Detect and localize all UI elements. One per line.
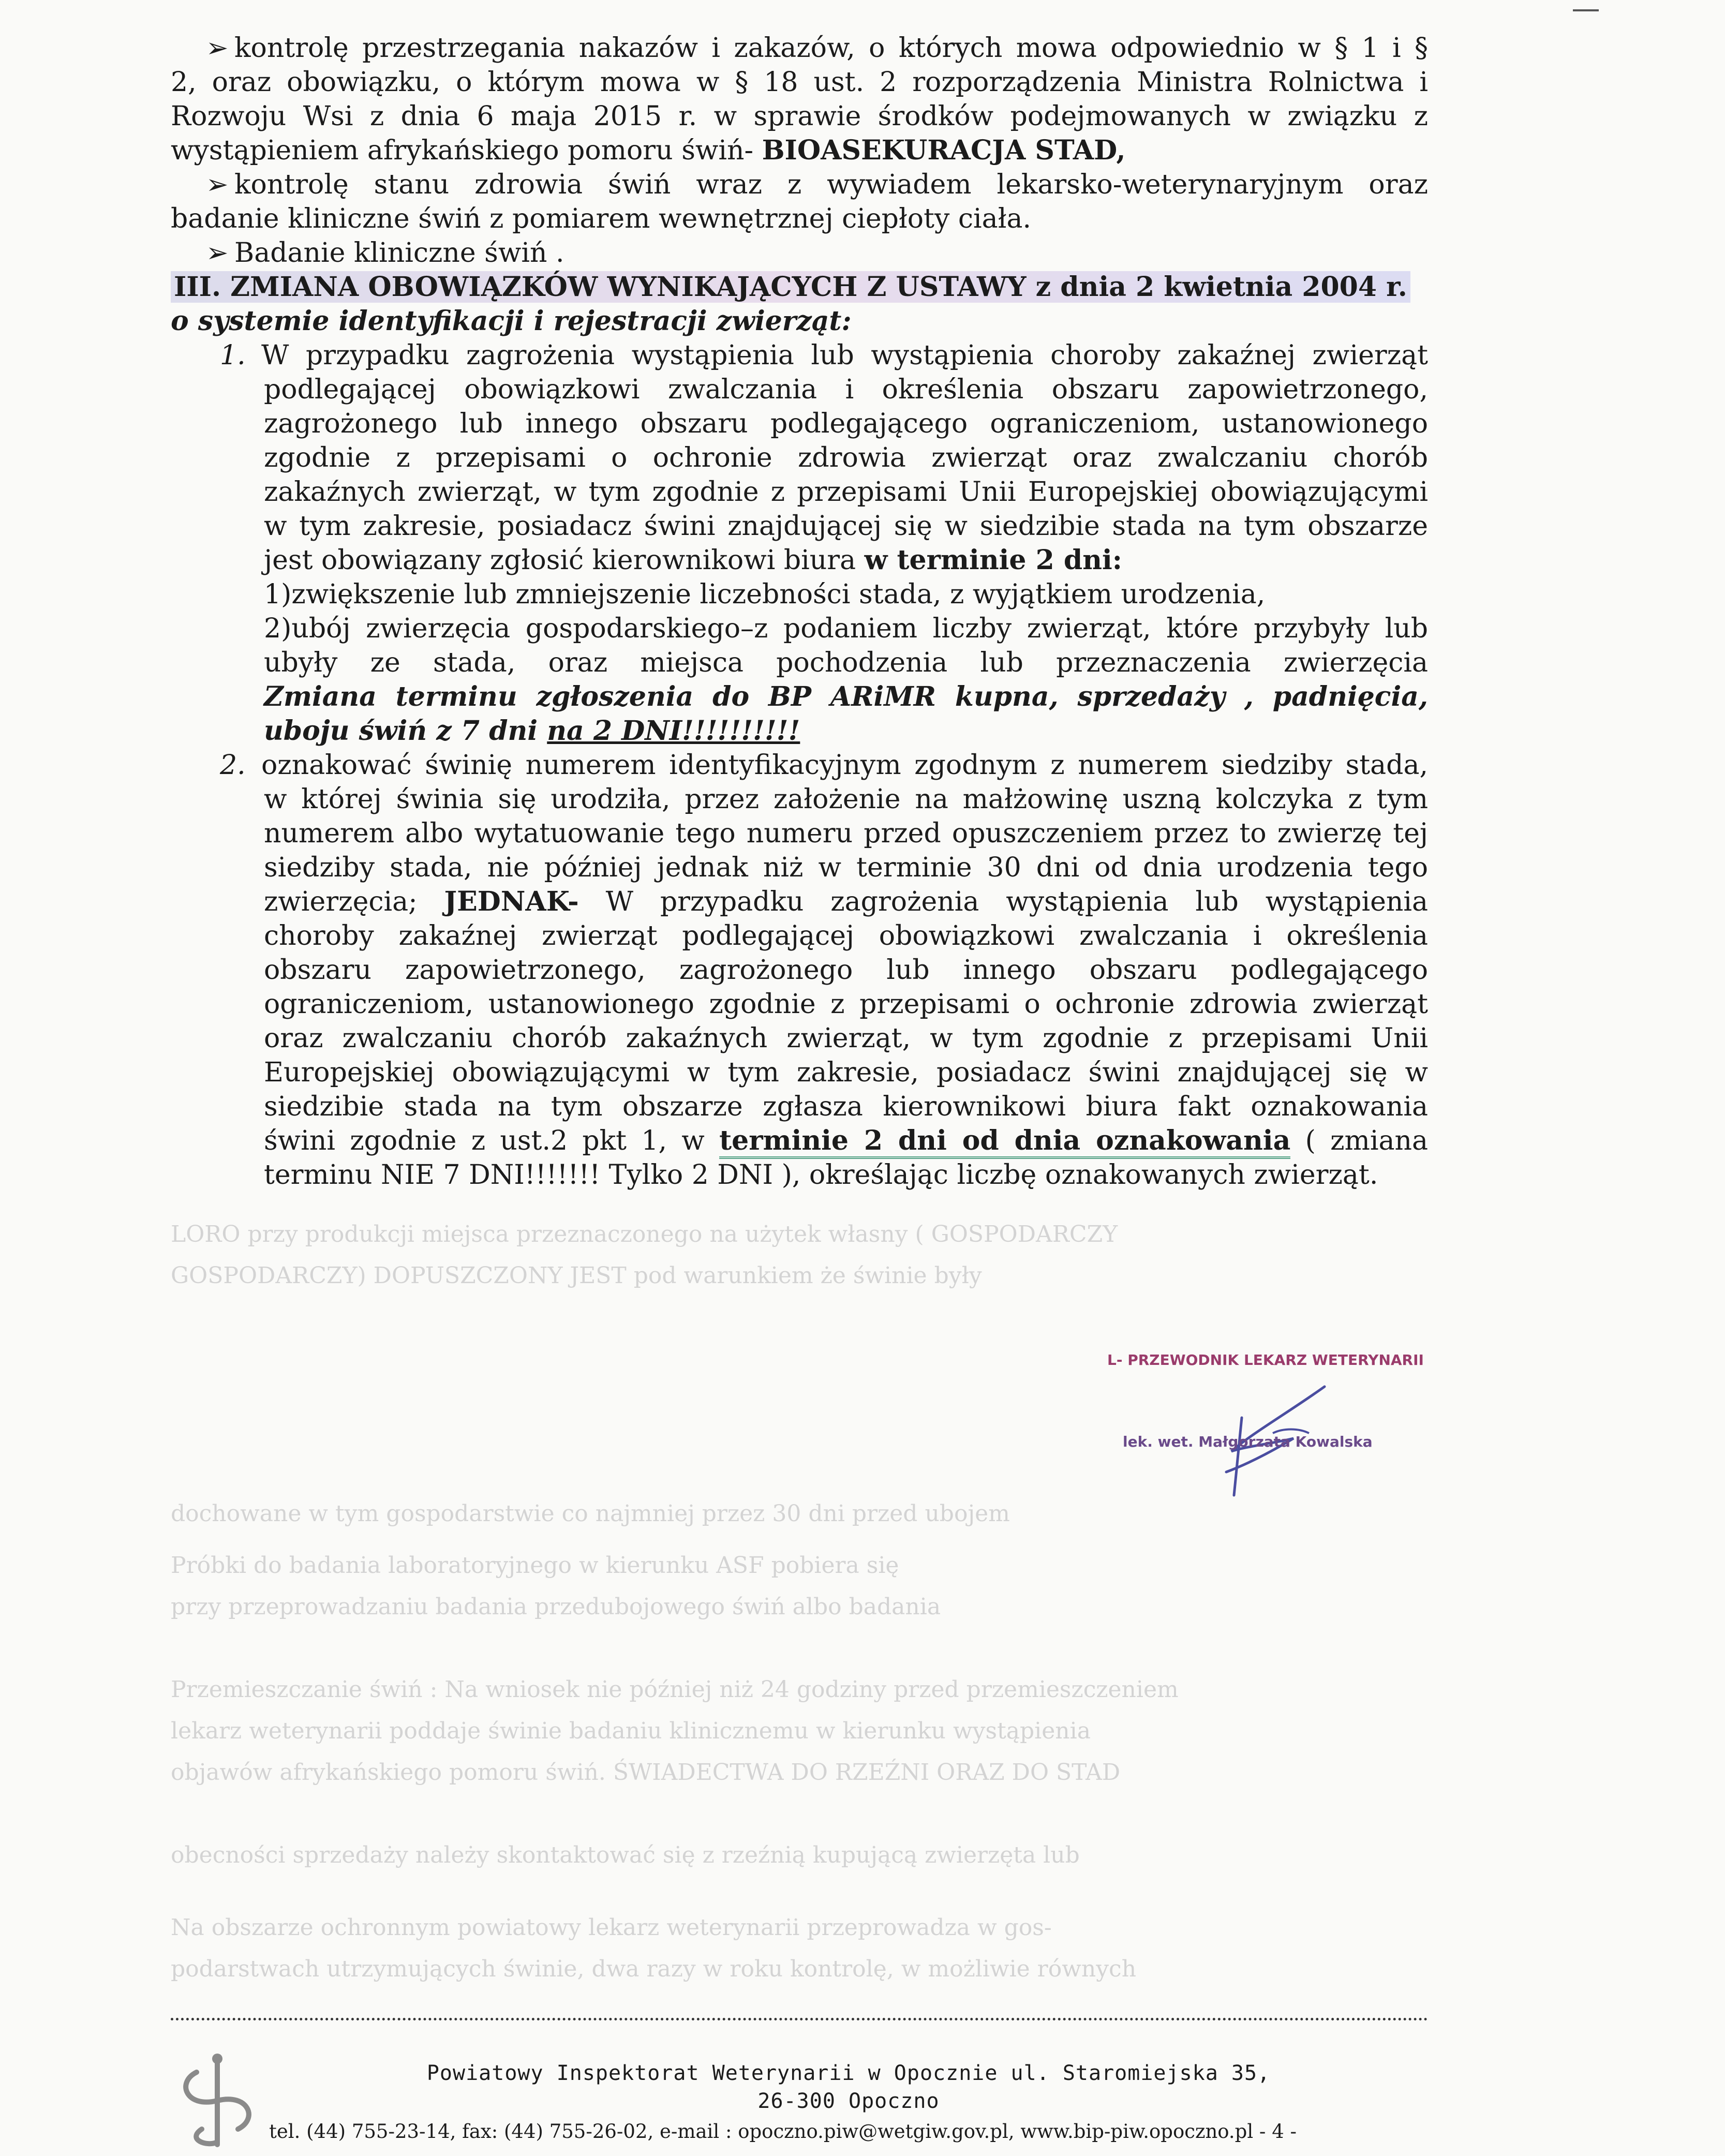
item-2-line-12: świni zgodnie z ust.2 pkt 1, w terminie 2 dni od dnia oznakowania ( zmiana: [171, 1124, 1428, 1158]
section-heading-line-2: o systemie identyfikacji i rejestracji zwierząt:: [171, 305, 852, 337]
item-2-line-13: terminu NIE 7 DNI!!!!!!! Tylko 2 DNI ), określając liczbę oznakowanych zwierząt.: [264, 1159, 1378, 1191]
item-1-emphasis-line-2: uboju świń z 7 dni na 2 DNI!!!!!!!!!!: [264, 715, 800, 747]
item-1-line-4: zgodnie z przepisami o ochronie zdrowia zwierząt oraz zwalczaniu chorób: [264, 442, 1428, 473]
footer: [269, 2059, 1428, 2146]
item-2-line-8: ograniczeniom, ustanowionego zgodnie z przepisami o ochronie zdrowia zwierząt: [264, 989, 1428, 1020]
footer-postal: 26-300 Opoczno: [757, 2089, 940, 2113]
deadline-emphasis: w terminie 2 dni:: [864, 544, 1122, 576]
footer-contact: tel. (44) 755-23-14, fax: (44) 755-26-02, e-mail : opoczno.piw@wetgiw.gov.pl, www.bip-piw.opoczno.pl - 4 -: [269, 2120, 1297, 2143]
item-1-line-7: jest obowiązany zgłosić kierownikowi biura w terminie 2 dni:: [264, 544, 1122, 576]
marking-deadline-emphasis: terminie 2 dni od dnia oznakowania: [719, 1125, 1290, 1159]
item-1-line-2: podlegającej obowiązkowi zwalczania i określenia obszaru zapowietrzonego,: [264, 374, 1428, 405]
bullet-1-line-1: ➢ kontrolę przestrzegania nakazów i zakazów, o których mowa odpowiednio w § 1 i §: [171, 31, 1428, 65]
item-2-line-4: siedziby stada, nie później jednak niż w terminie 30 dni od dnia urodzenia tego: [264, 852, 1428, 883]
stamp-text-top: L- PRZEWODNIK LEKARZ WETERYNARII: [1107, 1351, 1424, 1369]
arrow-bullet-icon: ➢: [206, 237, 229, 269]
item-2-line-6: choroby zakaźnej zwierząt podlegającej obowiązkowi zwalczania i określenia: [264, 920, 1428, 951]
item-2-line-10: Europejskiej obowiązującymi w tym zakresie, posiadacz świni znajdującej się w: [264, 1057, 1428, 1088]
page-edge-mark: [1573, 9, 1599, 11]
item-2-line-11: siedzibie stada na tym obszarze zgłasza kierownikowi biura fakt oznakowania: [264, 1091, 1428, 1122]
bullet-2-line-1: ➢ kontrolę stanu zdrowia świń wraz z wywiadem lekarsko-weterynaryjnym oraz: [171, 168, 1428, 202]
however-emphasis: JEDNAK-: [444, 886, 579, 917]
item-1-line-1: 1. W przypadku zagrożenia wystąpienia lub wystąpienia choroby zakaźnej zwierząt: [171, 338, 1428, 373]
item-2-line-3: numerem albo wytatuowanie tego numeru przed opuszczeniem przez to zwierzę tej: [264, 818, 1428, 849]
item-number: 1.: [220, 340, 246, 371]
arrow-bullet-icon: ➢: [206, 169, 229, 200]
footer-address: Powiatowy Inspektorat Weterynarii w Opocznie ul. Staromiejska 35,: [426, 2061, 1271, 2085]
section-heading: [171, 270, 1428, 338]
bullet-1-line-2: 2, oraz obowiązku, o którym mowa w § 18 ust. 2 rozporządzenia Ministra Rolnictwa i: [171, 67, 1428, 98]
section-heading-line-1: III. ZMIANA OBOWIĄZKÓW WYNIKAJĄCYCH Z USTAWY z dnia 2 kwietnia 2004 r.: [171, 271, 1410, 303]
item-1-line-3: zagrożonego lub innego obszaru podlegającego ograniczeniom, ustanowionego: [264, 408, 1428, 439]
item-1-sub-2-line-2: ubyły ze stada, oraz miejsca pochodzenia lub przeznaczenia zwierzęcia: [264, 647, 1428, 678]
bioasecuration-emphasis: BIOASEKURACJA STAD,: [762, 135, 1126, 166]
item-2: [171, 748, 1428, 1192]
item-2-line-5: zwierzęcia; JEDNAK- W przypadku zagrożenia wystąpienia lub wystąpienia: [264, 886, 1428, 917]
item-1-sub-1: 1)zwiększenie lub zmniejszenie liczebności stada, z wyjątkiem urodzenia,: [264, 579, 1266, 610]
item-1-sub-2-line-1: 2)ubój zwierzęcia gospodarskiego–z podaniem liczby zwierząt, które przybyły lub: [264, 613, 1428, 644]
item-1-emphasis-line-1: Zmiana terminu zgłoszenia do BP ARiMR kupna, sprzedaży , padnięcia,: [264, 681, 1428, 712]
veterinary-caduceus-logo-icon: [166, 2051, 269, 2150]
signature-stamp-block: [1107, 1345, 1428, 1500]
bullet-3-line-1: ➢ Badanie kliniczne świń .: [171, 236, 1428, 270]
document-body: [171, 31, 1428, 1192]
item-2-line-9: oraz zwalczaniu chorób zakaźnych zwierząt, w tym zgodnie z przepisami Unii: [264, 1023, 1428, 1054]
item-2-line-1: 2. oznakować świnię numerem identyfikacyjnym zgodnym z numerem siedziby stada,: [171, 748, 1428, 782]
footer-divider: [171, 2018, 1428, 2020]
bullet-1-line-4: wystąpieniem afrykańskiego pomoru świń- BIOASEKURACJA STAD,: [171, 135, 1126, 166]
two-days-emphasis: na 2 DNI!!!!!!!!!!: [547, 715, 800, 747]
item-1-line-6: w tym zakresie, posiadacz świni znajdującej się w siedzibie stada na tym obszarze: [264, 511, 1428, 542]
arrow-bullet-icon: ➢: [206, 33, 229, 64]
item-1: [171, 338, 1428, 748]
handwritten-signature: [1169, 1356, 1376, 1500]
bullet-1-line-3: Rozwoju Wsi z dnia 6 maja 2015 r. w sprawie środków podejmowanych w związku z: [171, 101, 1428, 132]
item-2-line-2: w której świnia się urodziła, przez założenie na małżowinę uszną kolczyka z tym: [264, 784, 1428, 815]
stamp-text-bottom: lek. wet. Małgorzata Kowalska: [1123, 1433, 1373, 1450]
item-number: 2.: [220, 750, 246, 781]
item-2-line-7: obszaru zapowietrzonego, zagrożonego lub innego obszaru podlegającego: [264, 955, 1428, 986]
item-1-line-5: zakaźnych zwierząt, w tym zgodnie z przepisami Unii Europejskiej obowiązującymi: [264, 477, 1428, 508]
bullet-2-line-2: badanie kliniczne świń z pomiarem wewnętrznej ciepłoty ciała.: [171, 203, 1032, 234]
